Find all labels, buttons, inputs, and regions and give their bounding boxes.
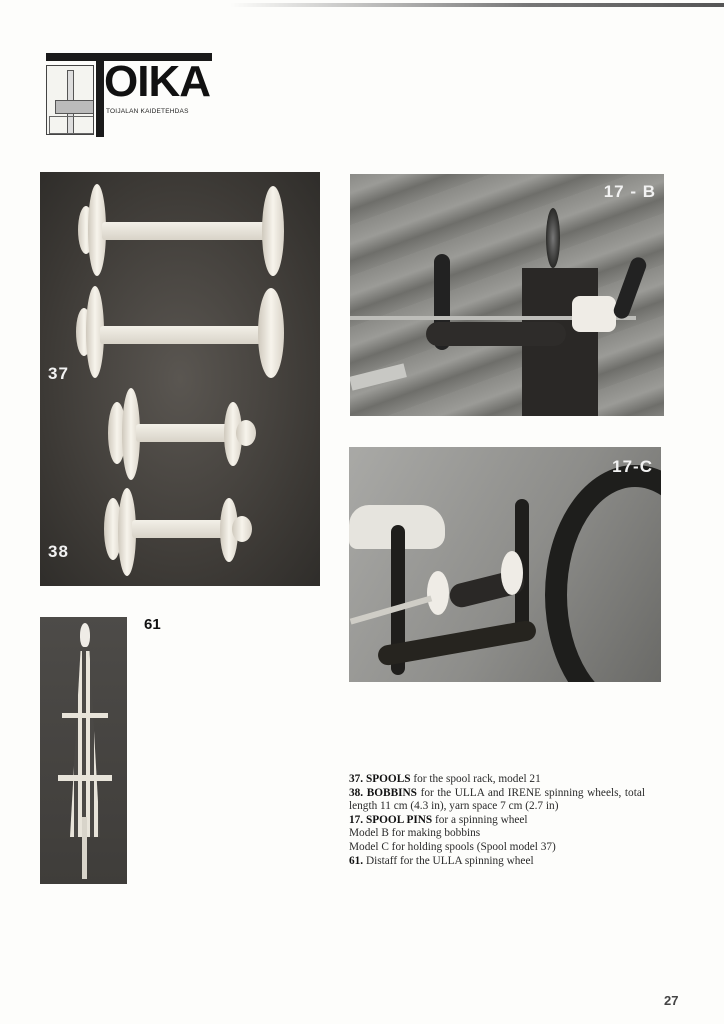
page-number: 27 (664, 993, 679, 1008)
brand-name: OIKA (104, 57, 210, 106)
label-17b: 17 - B (603, 182, 656, 201)
top-rule (230, 3, 724, 7)
photo-distaff-61 (40, 617, 127, 884)
caption-line-17c: Model C for holding spools (Spool model 37) (349, 840, 556, 853)
distaff-slats (70, 651, 100, 837)
photo-spool-pin-17b (350, 174, 664, 416)
bobbin-image (104, 488, 256, 578)
label-61: 61 (144, 616, 161, 633)
spool-image (78, 184, 288, 276)
label-17c: 17-C (612, 457, 653, 476)
caption-line-38: 38. BOBBINS for the ULLA and IRENE spinning wheels, total length 11 cm (4.3 in), yarn space 7 cm (2.7 in) (349, 786, 645, 813)
spool-image (76, 286, 288, 378)
factory-illustration-icon (46, 65, 94, 135)
spinning-wheel (545, 465, 661, 682)
caption-line-61: 61. Distaff for the ULLA spinning wheel (349, 854, 534, 867)
brand-subtitle: TOIJALAN KAIDETEHDAS (106, 108, 189, 115)
bobbin-flanges (572, 296, 616, 332)
logo-t-stem (96, 53, 104, 137)
bobbin-image (108, 388, 260, 480)
caption-line-17: 17. SPOOL PINS for a spinning wheel (349, 813, 528, 826)
photo-spools-bobbins (40, 172, 320, 586)
toika-logo (46, 53, 212, 137)
caption-line-37: 37. SPOOLS for the spool rack, model 21 (349, 773, 541, 785)
label-38: 38 (48, 542, 69, 561)
caption-line-17b: Model B for making bobbins (349, 827, 481, 840)
caption-block (349, 773, 645, 868)
photo-spool-pin-17c (349, 447, 661, 682)
label-37: 37 (48, 364, 69, 383)
